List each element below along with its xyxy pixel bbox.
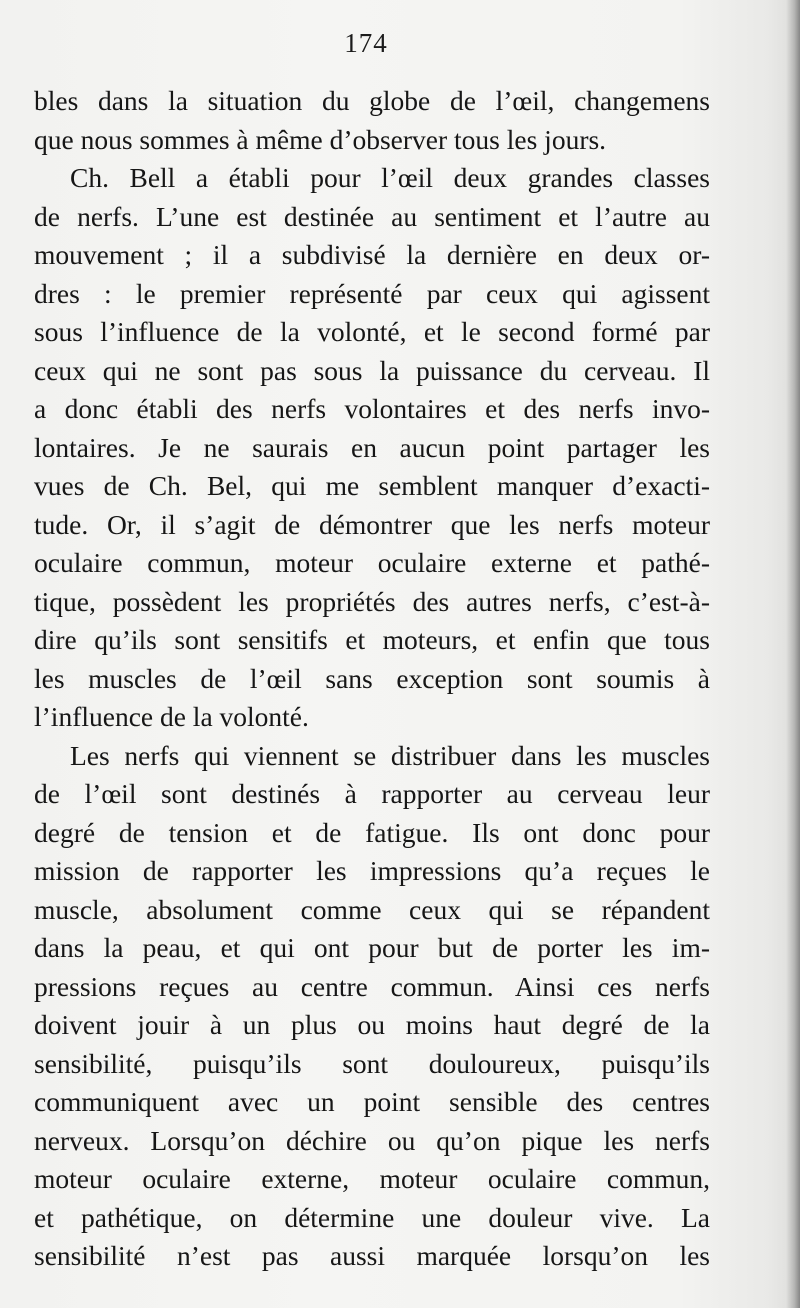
text-line: pressions reçues au centre commun. Ainsi ces nerfs: [34, 970, 710, 1002]
text-line: a donc établi des nerfs volontaires et des nerfs invo-: [34, 393, 710, 424]
text-line: mission de rapporter les impressions qu’a reçues le: [34, 855, 710, 886]
text-line: communiquent avec un point sensible des centres: [34, 1086, 710, 1117]
text-line: sensibilité, puisqu’ils sont douloureux, puisqu’ils: [34, 1047, 710, 1079]
text-line: Les nerfs qui viennent se distribuer dans les muscles: [70, 739, 710, 771]
text-line: tude. Or, il s’agit de démontrer que les nerfs moteur: [34, 508, 710, 540]
body-text: [34, 82, 710, 1276]
text-line: tique, possèdent les propriétés des autres nerfs, c’est-à-: [34, 585, 710, 617]
text-line: dres : le premier représenté par ceux qui agissent: [34, 277, 710, 309]
text-line: dire qu’ils sont sensitifs et moteurs, et enfin que tous: [34, 624, 710, 655]
text-line: les muscles de l’œil sans exception sont soumis à: [34, 662, 710, 694]
text-line: ceux qui ne sont pas sous la puissance du cerveau. Il: [34, 354, 710, 386]
text-line: doivent jouir à un plus ou moins haut degré de la: [34, 1009, 710, 1040]
text-line: et pathétique, on détermine une douleur vive. La: [34, 1201, 710, 1233]
text-line: vues de Ch. Bel, qui me semblent manquer d’exacti-: [34, 470, 710, 501]
text-line: mouvement ; il a subdivisé la dernière en deux or-: [34, 239, 710, 270]
text-line: Ch. Bell a établi pour l’œil deux grandes classes: [70, 162, 710, 193]
text-line: dans la peau, et qui ont pour but de porter les im-: [34, 932, 710, 963]
text-line: que nous sommes à même d’observer tous les jours.: [34, 123, 607, 155]
text-line: nerveux. Lorsqu’on déchire ou qu’on pique les nerfs: [34, 1124, 710, 1156]
text-line: sous l’influence de la volonté, et le second formé par: [34, 316, 710, 347]
text-line: muscle, absolument comme ceux qui se répandent: [34, 893, 710, 925]
text-line: de nerfs. L’une est destinée au sentiment et l’autre au: [34, 200, 710, 232]
text-line: oculaire commun, moteur oculaire externe et pathé-: [34, 547, 710, 578]
text-line: bles dans la situation du globe de l’œil, changemens: [34, 85, 710, 116]
paragraph: [34, 159, 710, 737]
text-line: moteur oculaire externe, moteur oculaire commun,: [34, 1163, 710, 1194]
page-number: 174: [344, 28, 388, 58]
text-line: degré de tension et de fatigue. Ils ont donc pour: [34, 816, 710, 848]
paragraph: [34, 82, 710, 159]
text-line: sensibilité n’est pas aussi marquée lorsqu’on les: [34, 1240, 710, 1271]
text-line: de l’œil sont destinés à rapporter au cerveau leur: [34, 778, 710, 809]
text-line: l’influence de la volonté.: [34, 701, 309, 732]
paragraph: [34, 737, 710, 1276]
page-edge-shadow: [786, 0, 800, 1308]
text-line: lontaires. Je ne saurais en aucun point partager les: [34, 431, 710, 463]
